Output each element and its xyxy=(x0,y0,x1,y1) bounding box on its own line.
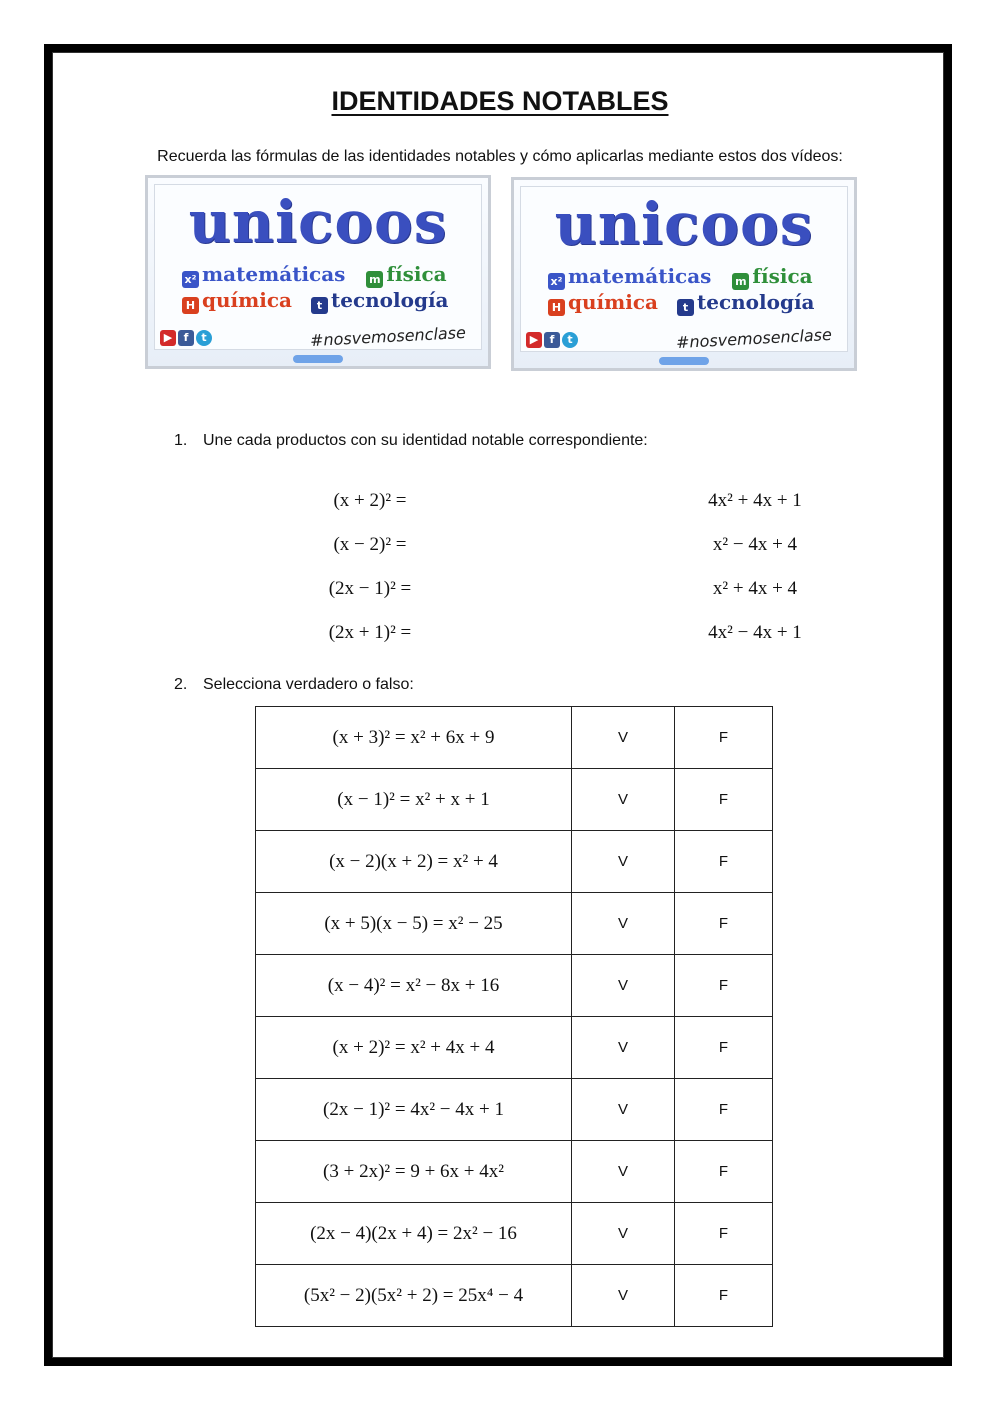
table-row xyxy=(256,831,773,893)
statement-cell: (x − 2)(x + 2) = x² + 4 xyxy=(256,831,572,893)
identity-3[interactable]: x² + 4x + 4 xyxy=(712,578,798,599)
physics-icon: m xyxy=(366,271,383,288)
question-1 xyxy=(174,432,648,450)
table-row xyxy=(256,955,773,1017)
facebook-icon: f xyxy=(544,332,560,348)
statement-cell: (x + 3)² = x² + 6x + 9 xyxy=(256,707,572,769)
chemistry-icon: H xyxy=(182,297,199,314)
facebook-icon: f xyxy=(178,330,194,346)
false-option[interactable]: F xyxy=(675,831,773,893)
statement-cell: (5x² − 2)(5x² + 2) = 25x⁴ − 4 xyxy=(256,1265,572,1327)
true-option[interactable]: V xyxy=(572,1141,675,1203)
true-option[interactable]: V xyxy=(572,955,675,1017)
video-thumbnail-1[interactable] xyxy=(145,175,491,369)
physics-icon: m xyxy=(732,273,749,290)
statement-cell: (3 + 2x)² = 9 + 6x + 4x² xyxy=(256,1141,572,1203)
table-row xyxy=(256,707,773,769)
question-number: 2. xyxy=(174,676,188,693)
false-option[interactable]: F xyxy=(675,1141,773,1203)
true-option[interactable]: V xyxy=(572,1203,675,1265)
false-option[interactable]: F xyxy=(675,707,773,769)
table-row xyxy=(256,893,773,955)
brand-logo: unicoos xyxy=(554,190,814,258)
true-option[interactable]: V xyxy=(572,831,675,893)
twitter-icon: t xyxy=(562,332,578,348)
statement-cell: (x − 1)² = x² + x + 1 xyxy=(256,769,572,831)
subject-row-1 xyxy=(548,264,813,290)
true-false-table xyxy=(255,706,773,1327)
false-option[interactable]: F xyxy=(675,1265,773,1327)
false-option[interactable]: F xyxy=(675,1203,773,1265)
identity-2[interactable]: x² − 4x + 4 xyxy=(712,534,798,555)
table-row xyxy=(256,1141,773,1203)
technology-icon: t xyxy=(677,299,694,316)
math-icon: x² xyxy=(548,273,565,290)
table-row xyxy=(256,1203,773,1265)
table-row xyxy=(256,1017,773,1079)
statement-cell: (2x − 4)(2x + 4) = 2x² − 16 xyxy=(256,1203,572,1265)
table-row xyxy=(256,769,773,831)
subject-technology: tecnología xyxy=(697,290,815,314)
marker-icon xyxy=(659,357,709,365)
social-icons xyxy=(526,332,580,348)
subject-chemistry: química xyxy=(568,290,659,314)
question-number: 1. xyxy=(174,432,188,449)
true-option[interactable]: V xyxy=(572,893,675,955)
table-row xyxy=(256,1265,773,1327)
subject-technology: tecnología xyxy=(331,288,449,312)
statement-cell: (x + 5)(x − 5) = x² − 25 xyxy=(256,893,572,955)
subject-math: matemáticas xyxy=(202,262,346,286)
hashtag: #nosvemosenclase xyxy=(675,324,833,353)
social-icons xyxy=(160,330,214,346)
statement-cell: (x + 2)² = x² + 4x + 4 xyxy=(256,1017,572,1079)
technology-icon: t xyxy=(311,297,328,314)
true-option[interactable]: V xyxy=(572,707,675,769)
question-2 xyxy=(174,676,414,694)
false-option[interactable]: F xyxy=(675,1079,773,1141)
subject-math: matemáticas xyxy=(568,264,712,288)
identity-4[interactable]: 4x² − 4x + 1 xyxy=(708,622,802,643)
question-text: Une cada productos con su identidad notable correspondiente: xyxy=(203,432,648,449)
product-4[interactable]: (2x + 1)² = xyxy=(328,622,412,643)
chemistry-icon: H xyxy=(548,299,565,316)
true-option[interactable]: V xyxy=(572,1079,675,1141)
false-option[interactable]: F xyxy=(675,955,773,1017)
marker-icon xyxy=(293,355,343,363)
subject-row-2 xyxy=(182,288,449,314)
hashtag: #nosvemosenclase xyxy=(309,322,467,351)
true-option[interactable]: V xyxy=(572,769,675,831)
subject-row-2 xyxy=(548,290,815,316)
subject-physics: física xyxy=(386,262,447,286)
statement-cell: (2x − 1)² = 4x² − 4x + 1 xyxy=(256,1079,572,1141)
video-thumbnail-2[interactable] xyxy=(511,177,857,371)
statement-cell: (x − 4)² = x² − 8x + 16 xyxy=(256,955,572,1017)
youtube-icon: ▶ xyxy=(160,330,176,346)
brand-logo: unicoos xyxy=(188,188,448,256)
false-option[interactable]: F xyxy=(675,893,773,955)
math-icon: x² xyxy=(182,271,199,288)
intro-text: Recuerda las fórmulas de las identidades notables y cómo aplicarlas mediante estos dos vídeos: xyxy=(157,148,843,165)
table-row xyxy=(256,1079,773,1141)
false-option[interactable]: F xyxy=(675,769,773,831)
twitter-icon: t xyxy=(196,330,212,346)
product-2[interactable]: (x − 2)² = xyxy=(333,534,407,555)
product-1[interactable]: (x + 2)² = xyxy=(333,490,407,511)
true-option[interactable]: V xyxy=(572,1017,675,1079)
page-title: IDENTIDADES NOTABLES xyxy=(331,86,669,116)
true-option[interactable]: V xyxy=(572,1265,675,1327)
subject-row-1 xyxy=(182,262,447,288)
identity-1[interactable]: 4x² + 4x + 1 xyxy=(708,490,802,511)
product-3[interactable]: (2x − 1)² = xyxy=(328,578,412,599)
false-option[interactable]: F xyxy=(675,1017,773,1079)
youtube-icon: ▶ xyxy=(526,332,542,348)
subject-physics: física xyxy=(752,264,813,288)
question-text: Selecciona verdadero o falso: xyxy=(203,676,414,693)
subject-chemistry: química xyxy=(202,288,293,312)
